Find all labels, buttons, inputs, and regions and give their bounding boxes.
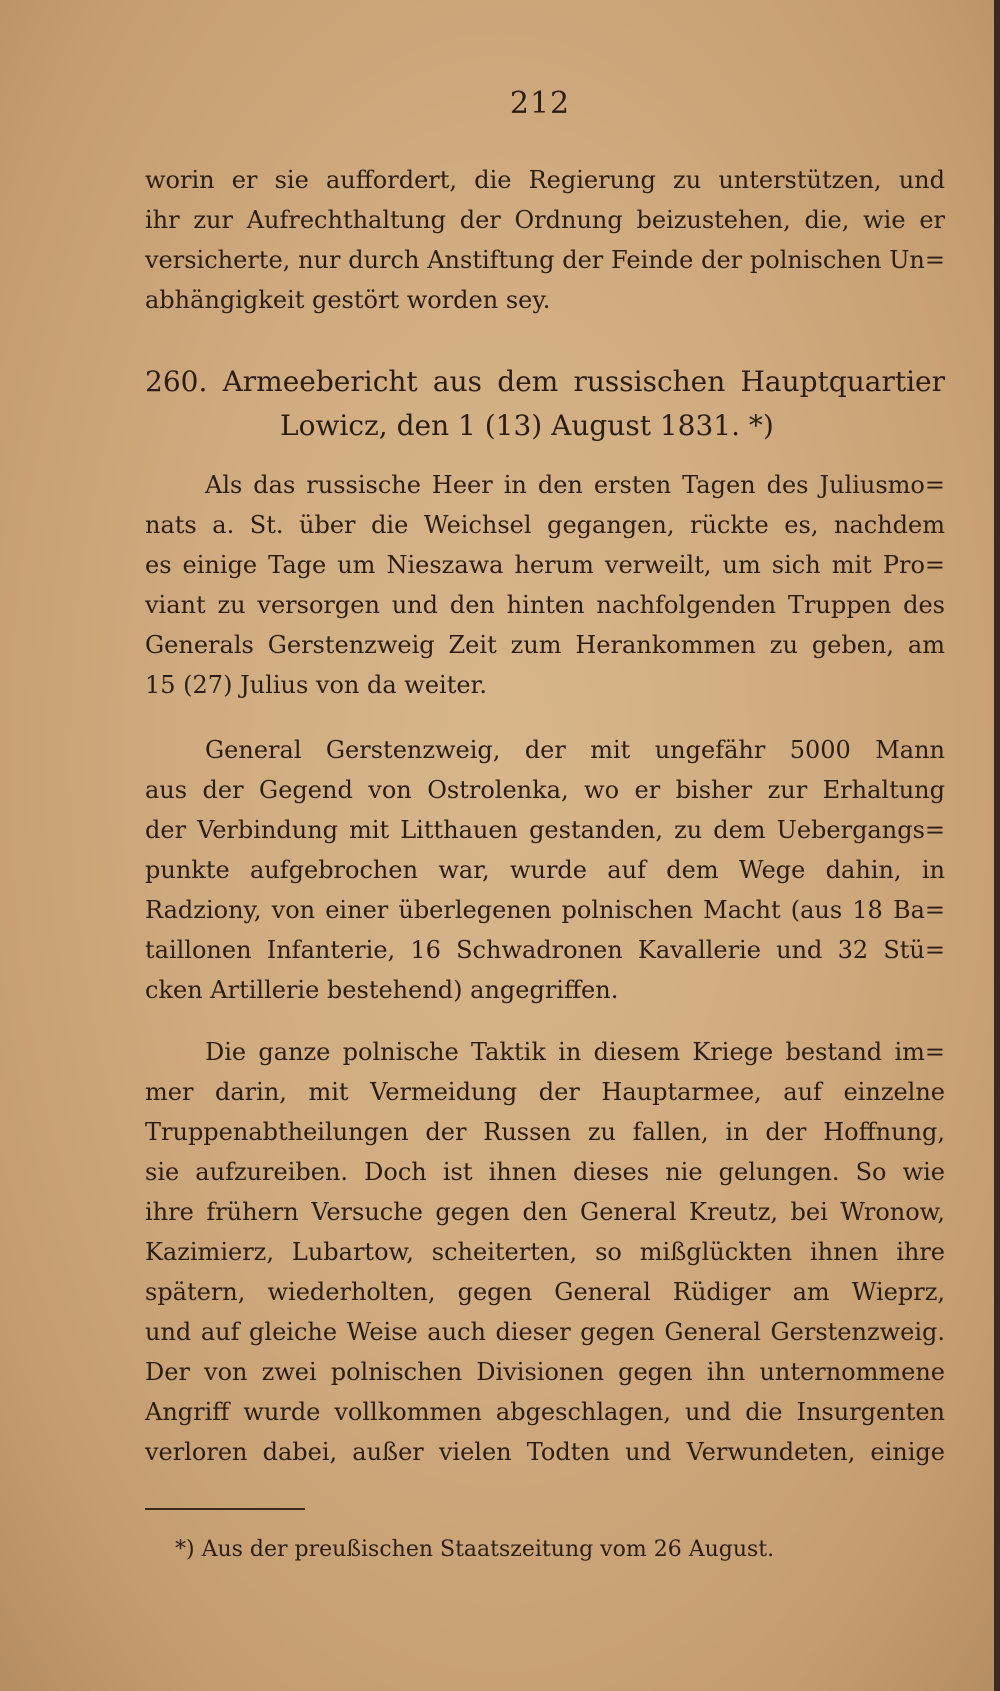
page-number: 212 xyxy=(509,86,571,121)
text-line: Angriff wurde vollkommen abgeschlagen, und die Insurgenten xyxy=(145,1398,945,1426)
text-line: taillonen Infanterie, 16 Schwadronen Kavallerie und 32 Stü= xyxy=(145,936,945,964)
text-line: General Gerstenzweig, der mit ungefähr 5000 Mann xyxy=(205,736,945,764)
text-line: versicherte, nur durch Anstiftung der Feinde der polnischen Un= xyxy=(145,246,945,274)
paragraph-3 xyxy=(145,1032,945,1472)
text-line: Generals Gerstenzweig Zeit zum Herankommen zu geben, am xyxy=(145,631,945,659)
text-line: abhängigkeit gestört worden sey. xyxy=(145,286,551,314)
text-line: nats a. St. über die Weichsel gegangen, rückte es, nachdem xyxy=(145,511,945,539)
text-line: Kazimierz, Lubartow, scheiterten, so mißglückten ihnen ihre xyxy=(145,1238,945,1266)
text-line: 15 (27) Julius von da weiter. xyxy=(145,671,488,699)
paragraph-2 xyxy=(145,730,945,1010)
text-line: viant zu versorgen und den hinten nachfolgenden Truppen des xyxy=(145,591,945,619)
text-line: Radziony, von einer überlegenen polnischen Macht (aus 18 Ba= xyxy=(145,896,945,924)
heading-line: Lowicz, den 1 (13) August 1831. *) xyxy=(280,409,774,442)
text-line: ihr zur Aufrechthaltung der Ordnung beizustehen, die, wie er xyxy=(145,206,945,234)
text-line: Truppenabtheilungen der Russen zu fallen, in der Hoffnung, xyxy=(145,1118,945,1146)
text-line: punkte aufgebrochen war, wurde auf dem Wege dahin, in xyxy=(145,856,945,884)
heading-line: 260. Armeebericht aus dem russischen Hauptquartier xyxy=(145,365,945,398)
footnote: *) Aus der preußischen Staatszeitung vom 26 August. xyxy=(175,1537,775,1562)
text-line: verloren dabei, außer vielen Todten und Verwundeten, einige xyxy=(145,1438,945,1466)
text-line: worin er sie auffordert, die Regierung zu unterstützen, und xyxy=(145,166,945,194)
page-edge xyxy=(994,0,1000,1691)
text-line: cken Artillerie bestehend) angegriffen. xyxy=(145,976,619,1004)
text-line: der Verbindung mit Litthauen gestanden, zu dem Uebergangs= xyxy=(145,816,945,844)
text-line: sie aufzureiben. Doch ist ihnen dieses nie gelungen. So wie xyxy=(145,1158,945,1186)
intro-paragraph xyxy=(145,160,945,320)
text-line: aus der Gegend von Ostrolenka, wo er bisher zur Erhaltung xyxy=(145,776,945,804)
text-line: mer darin, mit Vermeidung der Hauptarmee, auf einzelne xyxy=(145,1078,945,1106)
text-line: es einige Tage um Nieszawa herum verweilt, um sich mit Pro= xyxy=(145,551,945,579)
text-line: Der von zwei polnischen Divisionen gegen ihn unternommene xyxy=(145,1358,945,1386)
section-heading xyxy=(145,360,945,448)
text-line: ihre frühern Versuche gegen den General Kreutz, bei Wronow, xyxy=(145,1198,945,1226)
paragraph-1 xyxy=(145,465,945,705)
footnote-divider xyxy=(145,1508,305,1510)
text-line: Die ganze polnische Taktik in diesem Kriege bestand im= xyxy=(205,1038,945,1066)
text-line: und auf gleiche Weise auch dieser gegen General Gerstenzweig. xyxy=(145,1318,945,1346)
text-line: spätern, wiederholten, gegen General Rüdiger am Wieprz, xyxy=(145,1278,945,1306)
text-line: Als das russische Heer in den ersten Tagen des Juliusmo= xyxy=(205,471,945,499)
